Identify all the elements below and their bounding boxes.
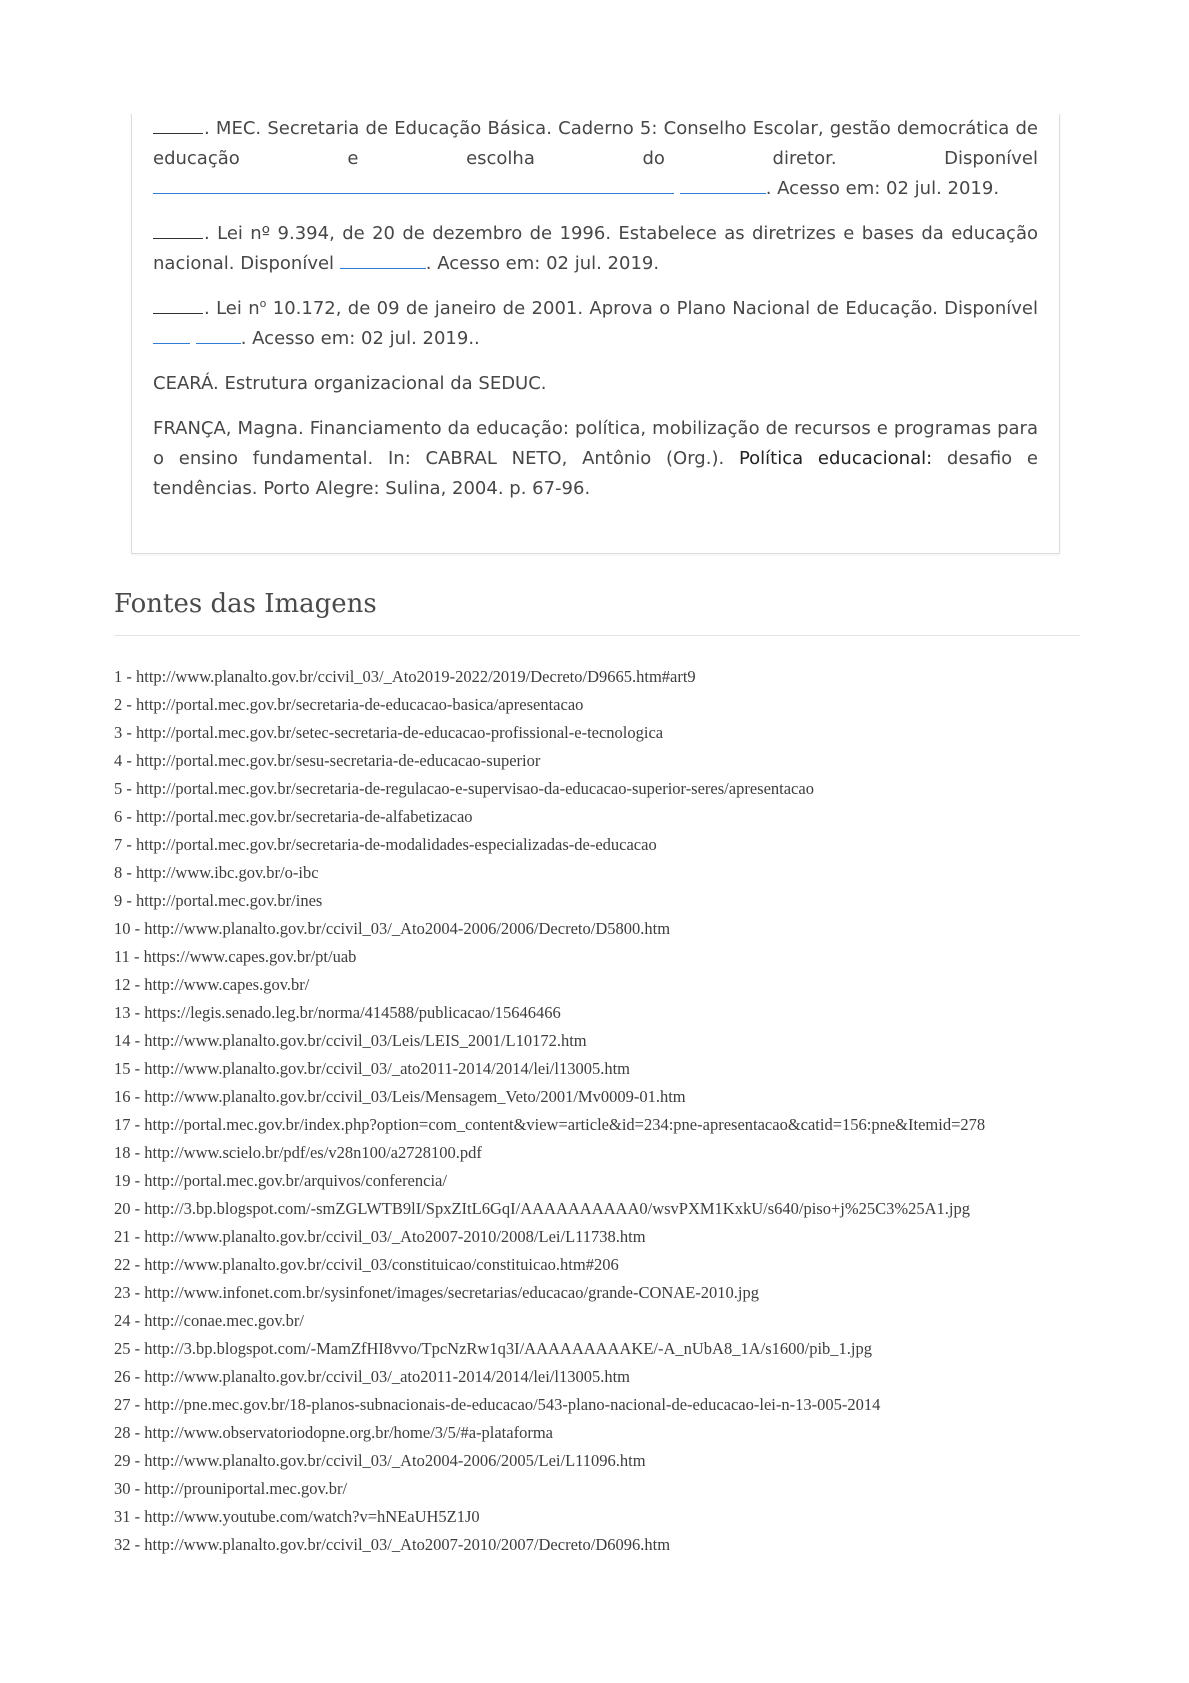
source-item: 31 - http://www.youtube.com/watch?v=hNEaUH5Z1J0 (114, 1507, 480, 1526)
section-divider (114, 635, 1080, 636)
source-item: 21 - http://www.planalto.gov.br/ccivil_03/_Ato2007-2010/2008/Lei/L11738.htm (114, 1227, 646, 1246)
reference-item: . MEC. Secretaria de Educação Básica. Caderno 5: Conselho Escolar, gestão democrática de educação e escolha do diretor. Disponível . Acesso em: 02 jul. 2019. (153, 114, 1038, 204)
source-item: 26 - http://www.planalto.gov.br/ccivil_03/_ato2011-2014/2014/lei/l13005.htm (114, 1367, 631, 1386)
reference-link-continued[interactable] (680, 175, 766, 194)
source-item: 25 - http://3.bp.blogspot.com/-MamZfHI8vvo/TpcNzRw1q3I/AAAAAAAAAKE/-A_nUbA8_1A/s1600/pib_1.jpg (114, 1339, 873, 1358)
reference-item: . Lei nº 9.394, de 20 de dezembro de 1996. Estabelece as diretrizes e bases da educação nacional. Disponível . Acesso em: 02 jul. 2019. (153, 219, 1038, 279)
source-item: 3 - http://portal.mec.gov.br/setec-secretaria-de-educacao-profissional-e-tecnologica (114, 723, 664, 742)
reference-item: . Lei $n^o$ 10.172, de 09 de janeiro de 2001. Aprova o Plano Nacional de Educação. Disponível . Acesso em: 02 jul. 2019.. (153, 294, 1038, 354)
source-item: 11 - https://www.capes.gov.br/pt/uab (114, 947, 357, 966)
source-item: 7 - http://portal.mec.gov.br/secretaria-de-modalidades-especializadas-de-educacao (114, 835, 657, 854)
image-sources-list (114, 663, 1080, 1559)
reference-link[interactable] (153, 325, 190, 344)
reference-link[interactable] (153, 175, 674, 194)
source-item: 19 - http://portal.mec.gov.br/arquivos/conferencia/ (114, 1171, 447, 1190)
source-item: 1 - http://www.planalto.gov.br/ccivil_03/_Ato2019-2022/2019/Decreto/D9665.htm#art9 (114, 667, 696, 686)
source-item: 4 - http://portal.mec.gov.br/sesu-secretaria-de-educacao-superior (114, 751, 541, 770)
references-box (131, 114, 1060, 554)
source-item: 18 - http://www.scielo.br/pdf/es/v28n100/a2728100.pdf (114, 1143, 482, 1162)
reference-link-continued[interactable] (196, 325, 241, 344)
references-list (153, 114, 1038, 519)
source-item: 30 - http://prouniportal.mec.gov.br/ (114, 1479, 348, 1498)
source-item: 10 - http://www.planalto.gov.br/ccivil_03/_Ato2004-2006/2006/Decreto/D5800.htm (114, 919, 671, 938)
reference-item: FRANÇA, Magna. Financiamento da educação: política, mobilização de recursos e programas para o ensino fundamental. In: CABRAL NETO, Antônio (Org.). Política educacional: desafio e tendências. Porto Alegre: Sulina, 2004. p. 67-96. (153, 418, 1038, 499)
source-item: 20 - http://3.bp.blogspot.com/-smZGLWTB9lI/SpxZItL6GqI/AAAAAAAAAA0/wsvPXM1KxkU/s640/piso+j%25C3%25A1.jpg (114, 1199, 970, 1218)
author-repeat-dash (153, 115, 203, 134)
author-repeat-dash (153, 295, 203, 314)
source-item: 28 - http://www.observatoriodopne.org.br/home/3/5/#a-plataforma (114, 1423, 553, 1442)
source-item: 2 - http://portal.mec.gov.br/secretaria-de-educacao-basica/apresentacao (114, 695, 584, 714)
source-item: 32 - http://www.planalto.gov.br/ccivil_03/_Ato2007-2010/2007/Decreto/D6096.htm (114, 1535, 671, 1554)
source-item: 22 - http://www.planalto.gov.br/ccivil_03/constituicao/constituicao.htm#206 (114, 1255, 619, 1274)
source-item: 13 - https://legis.senado.leg.br/norma/414588/publicacao/15646466 (114, 1003, 561, 1022)
reference-item: CEARÁ. Estrutura organizacional da SEDUC. (153, 373, 547, 394)
source-item: 23 - http://www.infonet.com.br/sysinfonet/images/secretarias/educacao/grande-CONAE-2010.jpg (114, 1283, 759, 1302)
source-item: 14 - http://www.planalto.gov.br/ccivil_03/Leis/LEIS_2001/L10172.htm (114, 1031, 587, 1050)
source-item: 5 - http://portal.mec.gov.br/secretaria-de-regulacao-e-supervisao-da-educacao-superior-seres/apresentacao (114, 779, 814, 798)
source-item: 16 - http://www.planalto.gov.br/ccivil_03/Leis/Mensagem_Veto/2001/Mv0009-01.htm (114, 1087, 686, 1106)
source-item: 9 - http://portal.mec.gov.br/ines (114, 891, 323, 910)
source-item: 6 - http://portal.mec.gov.br/secretaria-de-alfabetizacao (114, 807, 473, 826)
source-item: 12 - http://www.capes.gov.br/ (114, 975, 310, 994)
author-repeat-dash (153, 220, 203, 239)
section-title: Fontes das Imagens (114, 589, 377, 619)
source-item: 17 - http://portal.mec.gov.br/index.php?option=com_content&view=article&id=234:pne-apresentacao&catid=156:pne&Itemid=278 (114, 1115, 986, 1134)
source-item: 29 - http://www.planalto.gov.br/ccivil_03/_Ato2004-2006/2005/Lei/L11096.htm (114, 1451, 646, 1470)
reference-book-title: Política educacional: (738, 448, 933, 469)
source-item: 24 - http://conae.mec.gov.br/ (114, 1311, 304, 1330)
source-item: 15 - http://www.planalto.gov.br/ccivil_03/_ato2011-2014/2014/lei/l13005.htm (114, 1059, 631, 1078)
source-item: 27 - http://pne.mec.gov.br/18-planos-subnacionais-de-educacao/543-plano-nacional-de-educacao-lei-n-13-005-2014 (114, 1395, 881, 1414)
reference-link[interactable] (340, 250, 426, 269)
source-item: 8 - http://www.ibc.gov.br/o-ibc (114, 863, 319, 882)
